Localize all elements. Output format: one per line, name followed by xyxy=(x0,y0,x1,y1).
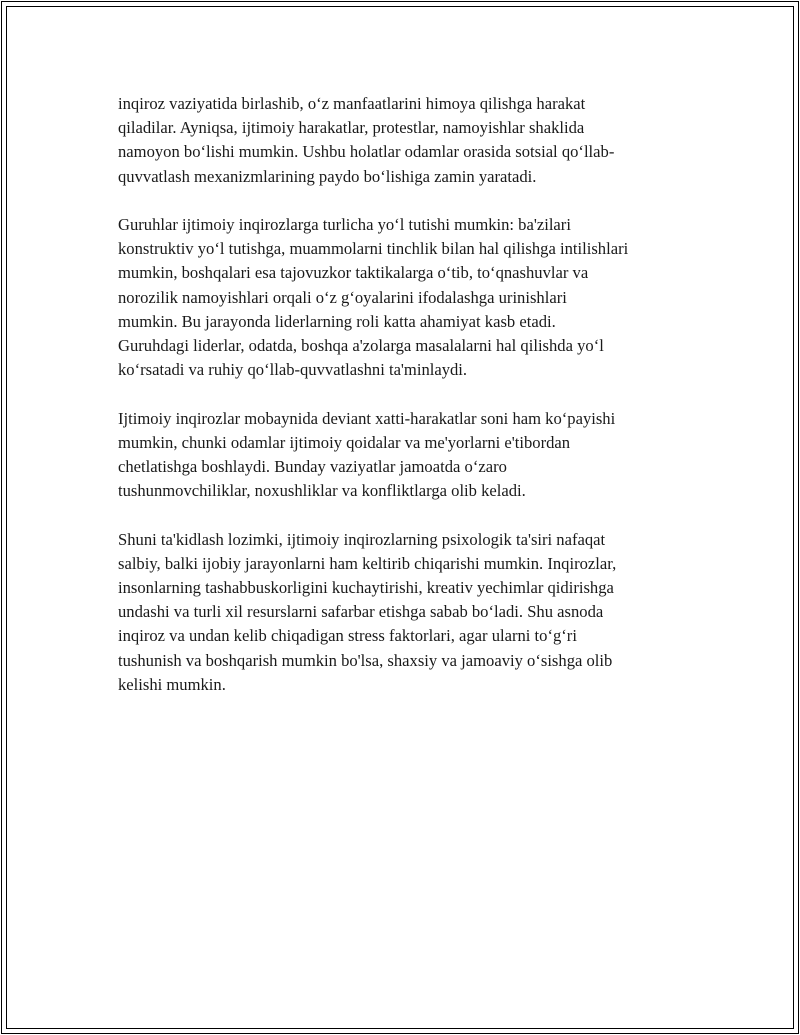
paragraph-3: Ijtimoiy inqirozlar mobaynida deviant xatti-harakatlar soni ham ko‘payishi mumkin, chunki odamlar ijtimoiy qoidalar va me'yorlarni e'tibordan chetlatishga boshlaydi. Bunday vaziyatlar jamoatda o‘zaro tushunmovchiliklar, noxushliklar va konfliktlarga olib keladi. xyxy=(118,408,616,501)
paragraph-4: Shuni ta'kidlash lozimki, ijtimoiy inqirozlarning psixologik ta'siri nafaqat salbiy, balki ijobiy jarayonlarni ham keltirib chiqarishi mumkin. Inqirozlar, insonlarning tashabbuskorligini kuchaytirishi, kreativ yechimlar qidirishga undashi va turli xil resurslarni safarbar etishga sabab bo‘ladi. Shu asnoda inqiroz va undan kelib chiqadigan stress faktorlari, agar ularni to‘g‘ri tushunish va boshqarish mumkin bo'lsa, shaxsiy va jamoaviy o‘sishga olib kelishi mumkin. xyxy=(118,529,617,694)
paragraph-2: Guruhlar ijtimoiy inqirozlarga turlicha yo‘l tutishi mumkin: ba'zilari konstruktiv yo‘l tutishga, muammolarni tinchlik bilan hal qilishga intilishlari mumkin, boshqalari esa tajovuzkor taktikalarga o‘tib, to‘qnashuvlar va norozilik namoyishlari orqali o‘z g‘oyalarini ifodalashga urinishlari mumkin. Bu jarayonda liderlarning roli katta ahamiyat kasb etadi. Guruhdagi liderlar, odatda, boshqa a'zolarga masalalarni hal qilishda yo‘l ko‘rsatadi va ruhiy qo‘llab-quvvatlashni ta'minlaydi. xyxy=(118,215,629,380)
paragraph-1: inqiroz vaziyatida birlashib, o‘z manfaatlarini himoya qilishga harakat qiladilar. Ayniqsa, ijtimoiy harakatlar, protestlar, namoyishlar shaklida namoyon bo‘lishi mumkin. Ushbu holatlar odamlar orasida sotsial qo‘llab- quvvatlash mexanizmlarining paydo bo‘lishiga zamin yaratadi. xyxy=(118,94,615,186)
document-body xyxy=(118,92,708,721)
